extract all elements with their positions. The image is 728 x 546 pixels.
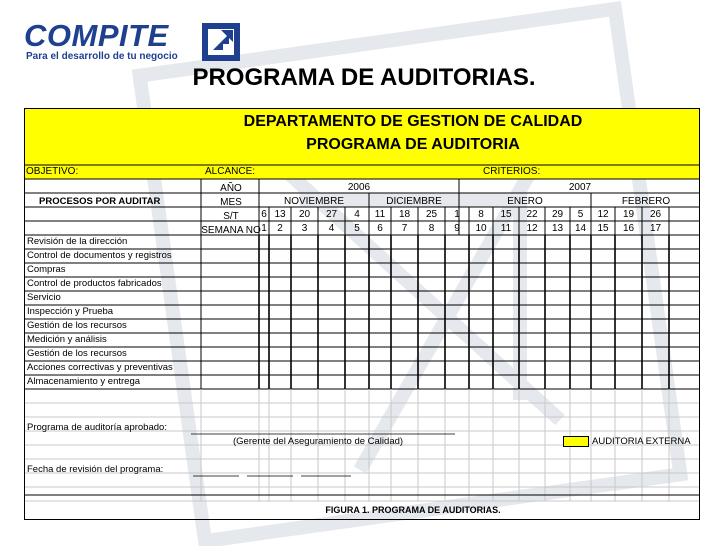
week-number: 11 xyxy=(500,223,512,234)
page-title: PROGRAMA DE AUDITORIAS. xyxy=(192,64,536,91)
day-number: 19 xyxy=(622,209,635,220)
process-row-label: Control de documentos y registros xyxy=(27,250,172,261)
week-number: 3 xyxy=(301,223,308,234)
year-row-label: AÑO xyxy=(220,183,242,194)
logo-wordmark: COMPITE xyxy=(24,18,169,53)
program-title: PROGRAMA DE AUDITORIA xyxy=(306,136,520,153)
process-row-label: Inspección y Prueba xyxy=(27,306,114,317)
day-number: 1 xyxy=(454,209,460,220)
week-number: 16 xyxy=(622,223,635,234)
day-number: 18 xyxy=(398,209,411,220)
week-number: 10 xyxy=(475,223,487,234)
week-number: 12 xyxy=(526,223,538,234)
processes-header: PROCESOS POR AUDITAR xyxy=(39,196,161,207)
week-number: 1 xyxy=(261,223,267,234)
process-row-label: Revisión de la dirección xyxy=(27,236,128,247)
week-number: 7 xyxy=(401,223,408,234)
process-row-label: Servicio xyxy=(27,292,61,303)
week-number: 6 xyxy=(377,223,383,234)
external-audit-legend-label: AUDITORIA EXTERNA xyxy=(592,436,691,447)
week-number: 9 xyxy=(454,223,460,234)
week-number: 17 xyxy=(649,223,662,234)
week-number: 5 xyxy=(354,223,360,234)
year-2006: 2006 xyxy=(347,182,371,193)
process-row-label: Gestión de los recursos xyxy=(27,320,127,331)
manager-label: (Gerente del Aseguramiento de Calidad) xyxy=(233,436,404,447)
criterios-label: CRITERIOS: xyxy=(483,166,541,177)
week-row-label: SEMANA NO xyxy=(201,225,261,236)
week-number: 15 xyxy=(597,223,609,234)
process-row-label: Gestión de los recursos xyxy=(27,348,127,359)
week-number: 8 xyxy=(428,223,435,234)
month-noviembre: NOVIEMBRE xyxy=(283,196,344,207)
external-audit-legend-swatch xyxy=(563,436,589,447)
schedule-grid xyxy=(25,109,700,520)
process-row-label: Acciones correctivas y preventivas xyxy=(27,362,173,373)
logo-tagline: Para el desarrollo de tu negocio xyxy=(26,51,178,62)
day-number: 11 xyxy=(374,209,386,220)
day-number: 5 xyxy=(577,209,584,220)
day-number: 25 xyxy=(425,209,438,220)
year-2007: 2007 xyxy=(568,182,592,193)
week-number: 13 xyxy=(551,223,564,234)
department-title: DEPARTAMENTO DE GESTION DE CALIDAD xyxy=(243,113,583,130)
compite-logo xyxy=(24,18,234,70)
day-number: 26 xyxy=(649,209,662,220)
month-febrero: FEBRERO xyxy=(621,196,671,207)
day-number: 22 xyxy=(526,209,538,220)
process-row-label: Control de productos fabricados xyxy=(27,278,162,289)
day-number: 15 xyxy=(500,209,512,220)
process-row-label: Medición y análisis xyxy=(27,334,107,345)
month-row-label: MES xyxy=(220,197,242,208)
day-number: 8 xyxy=(478,209,484,220)
alcance-label: ALCANCE: xyxy=(205,166,256,177)
logo-arrow-icon xyxy=(199,20,243,64)
process-row-label: Compras xyxy=(27,264,66,275)
approved-label: Programa de auditoría aprobado: xyxy=(27,422,167,433)
week-number: 14 xyxy=(574,223,587,234)
week-number: 4 xyxy=(328,223,335,234)
day-number: 6 xyxy=(261,209,267,220)
figure-caption: FIGURA 1. PROGRAMA DE AUDITORIAS. xyxy=(325,505,501,515)
month-enero: ENERO xyxy=(507,196,543,207)
audit-program-sheet xyxy=(24,108,700,520)
week-number: 2 xyxy=(277,223,283,234)
day-number: 20 xyxy=(298,209,311,220)
st-row-label: S/T xyxy=(223,211,239,222)
day-number: 27 xyxy=(325,209,338,220)
day-number: 12 xyxy=(597,209,609,220)
revision-date-label: Fecha de revisión del programa: xyxy=(27,464,164,475)
objetivo-label: OBJETIVO: xyxy=(26,166,79,177)
process-row-label: Almacenamiento y entrega xyxy=(27,376,141,387)
day-number: 13 xyxy=(274,209,286,220)
day-number: 29 xyxy=(551,209,564,220)
day-number: 4 xyxy=(354,209,360,220)
month-diciembre: DICIEMBRE xyxy=(386,196,442,207)
